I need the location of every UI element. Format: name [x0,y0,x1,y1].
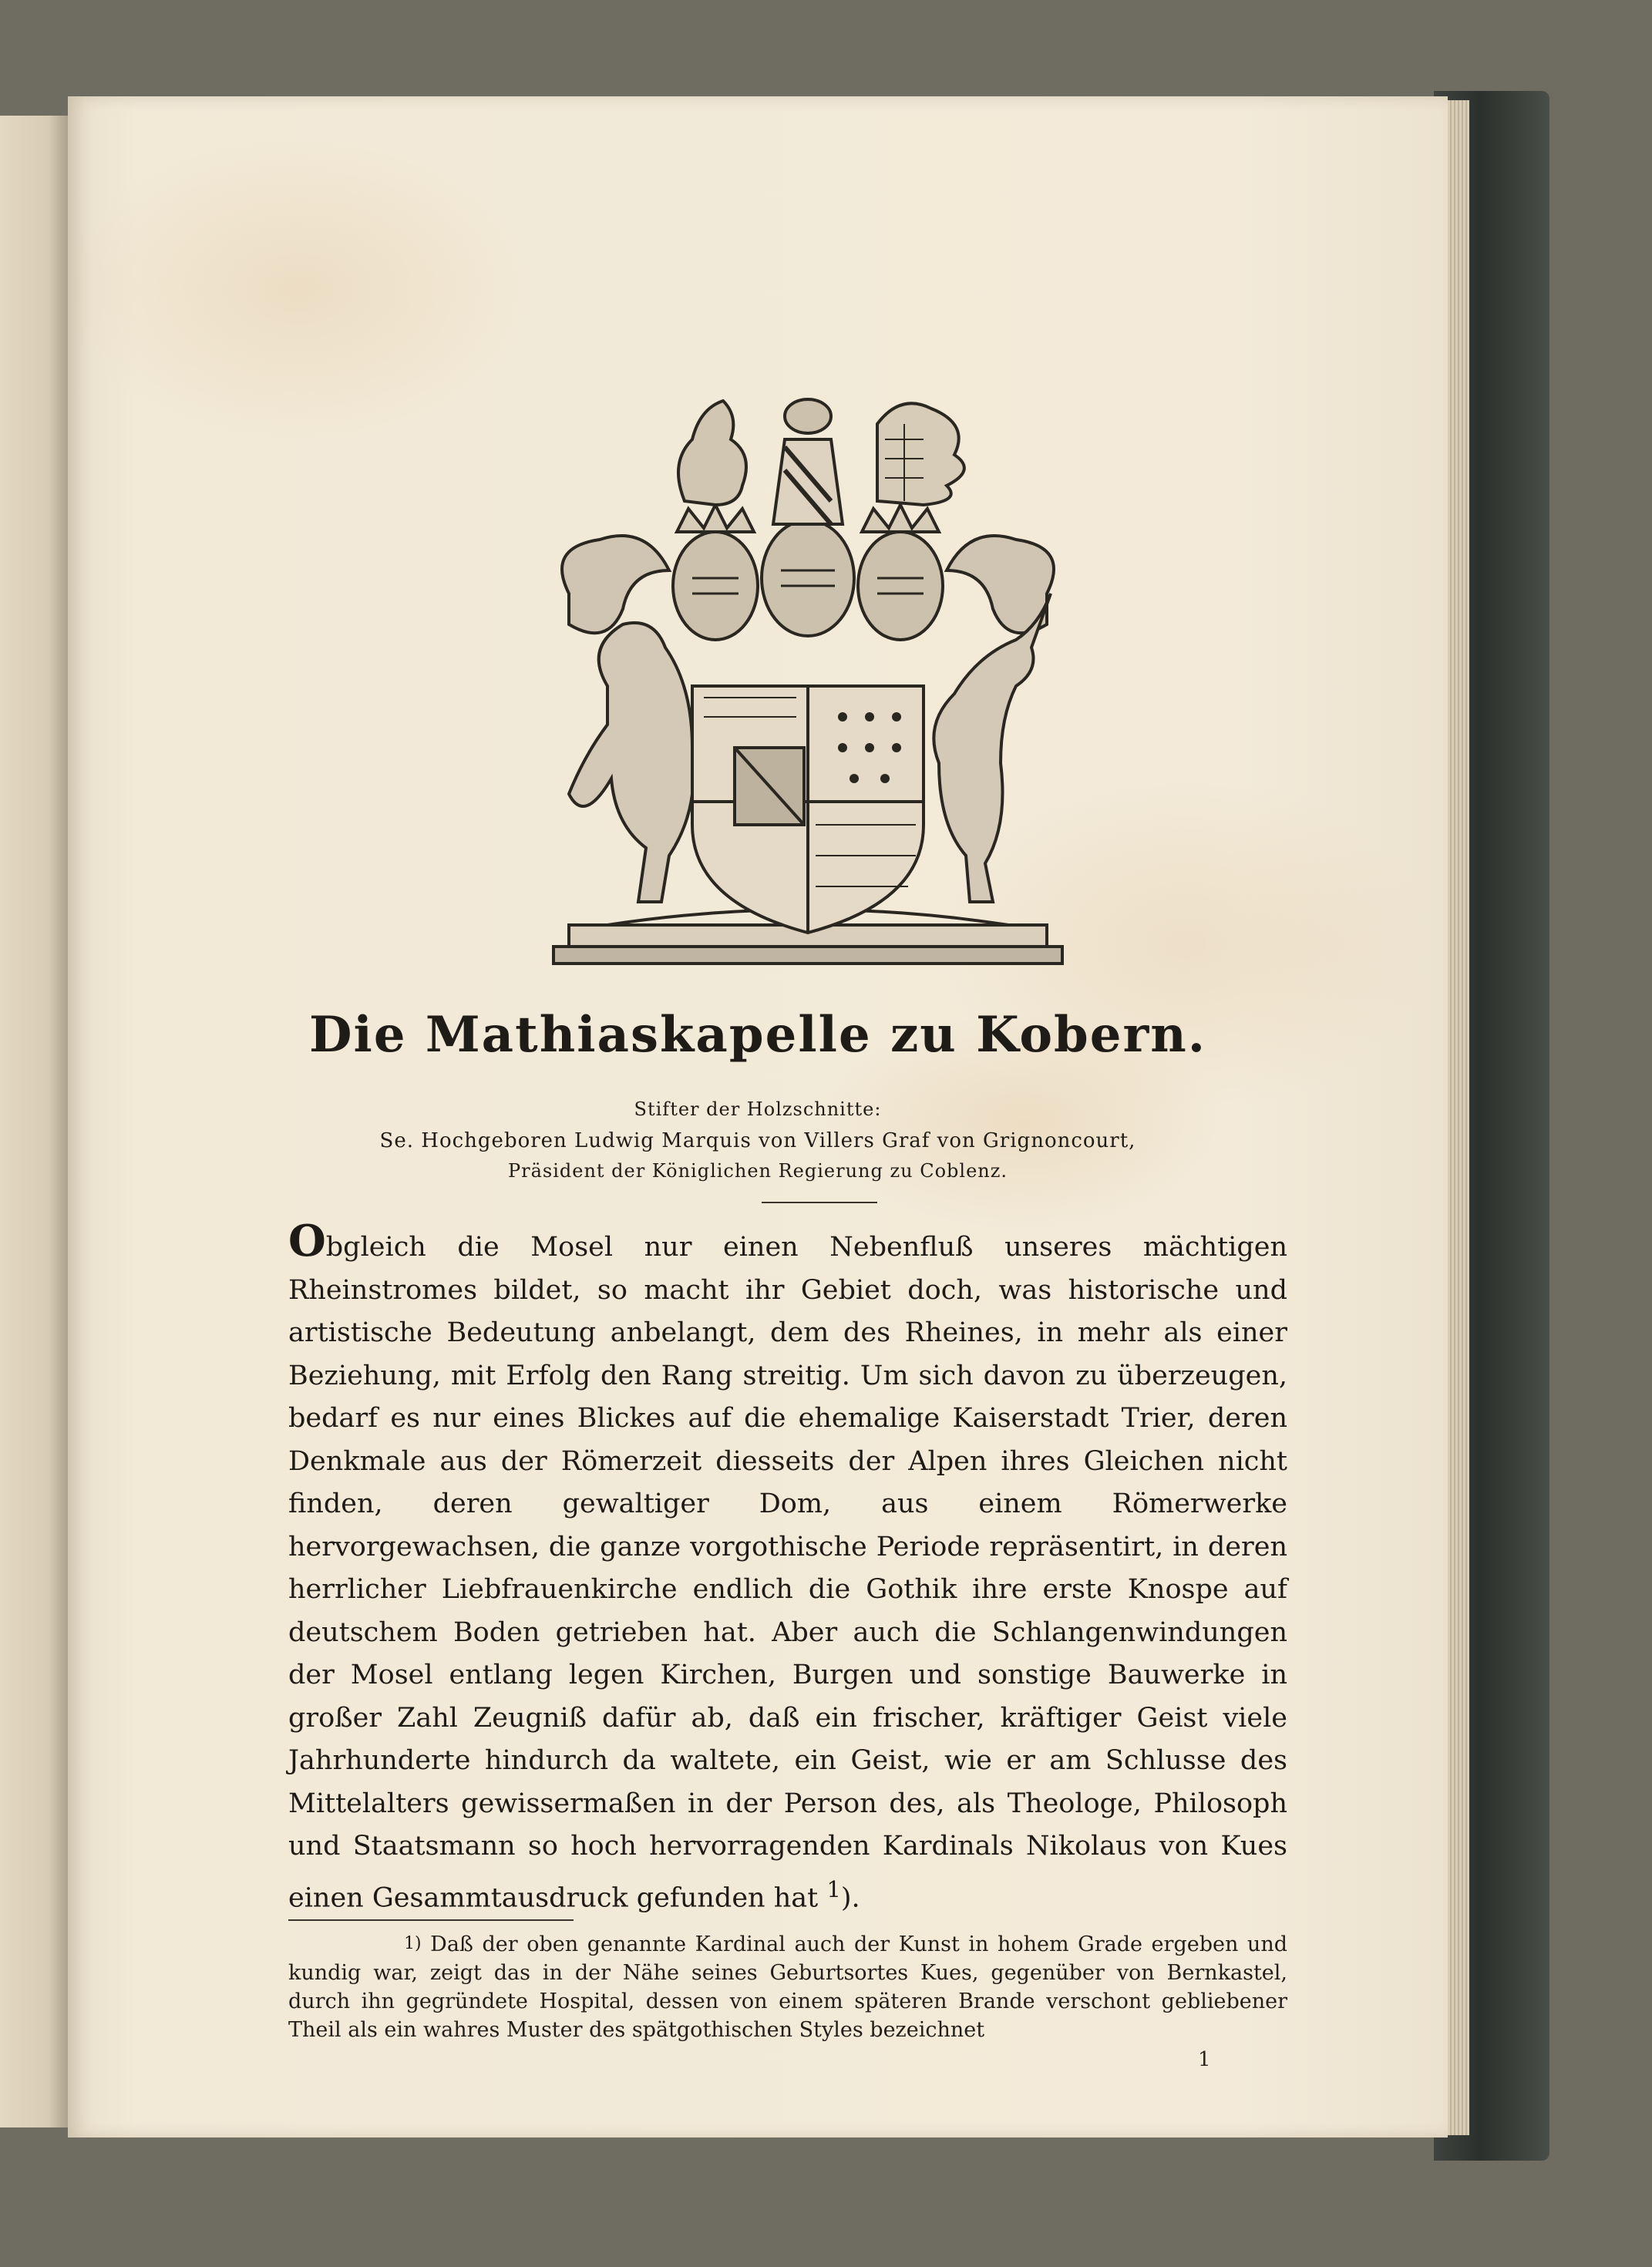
donor-line: Se. Hochgeboren Ludwig Marquis von Villers Graf von Grignoncourt, [379,1129,1136,1152]
body-paragraph: bgleich die Mosel nur einen Nebenfluß unseres mächtigen Rheinstromes bildet, so macht ihr Gebiet doch, was historische und artistische Bedeutung anbelangt, dem des Rheines, in mehr als einer Beziehung, mit Erfolg den Rang streitig. Um sich davon zu überzeugen, bedarf es nur eines Blickes auf die ehemalige Kaiserstadt Trier, deren Denkmale aus der Römerzeit diesseits der Alpen ihres Gleichen nicht finden, deren gewaltiger Dom, aus einem Römerwerke hervorgewachsen, die ganze vorgothische Periode repräsentirt, in deren herrlicher Liebfrauenkirche endlich die Gothik ihre erste Knospe auf deutschem Boden getrieben hat. Aber auch die Schlangenwindungen der Mosel entlang legen Kirchen, Burgen und sonstige Bauwerke in großer Zahl Zeugniß dafür ab, daß ein frischer, kräftiger Geist viele Jahrhunderte hindurch da waltete, ein Geist, wie er am Schlusse des Mittelalters gewissermaßen in der Person des, als Theologe, Philosoph und Staatsmann so hoch hervorragenden Kardinals Nikolaus von Kues einen Gesammtausdruck gefunden hat [288,1232,1287,1914]
body-end: ). [840,1882,860,1914]
body-text [288,1216,1287,1920]
drop-cap: O [288,1216,326,1266]
footnote [288,1929,1287,2044]
page-title: Die Mathiaskapelle zu Kobern. [309,1006,1206,1064]
footnote-divider [288,1919,574,1921]
book-page [68,96,1448,2138]
woodcut-credit: Stifter der Holzschnitte: [634,1098,882,1120]
title-divider [762,1202,877,1203]
footnote-reference: 1 [826,1875,841,1902]
footnote-marker: 1) [404,1934,422,1953]
page-number: 1 [1198,2048,1211,2071]
footnote-text: Daß der oben genannte Kardinal auch der Kunst in hohem Grade ergeben und kundig war, zeigt das in der Nähe seines Geburtsortes Kues, gegenüber von Bernkastel, durch ihn gegründete Hospital, dessen von einem späteren Brande verschont gebliebener Theil als ein wahres Muster des spätgothischen Styles bezeichnet [288,1932,1287,2042]
left-page-edge [0,116,69,2127]
coat-of-arms-illustration [538,393,1078,971]
donor-position: Präsident der Königlichen Regierung zu Coblenz. [507,1160,1008,1182]
